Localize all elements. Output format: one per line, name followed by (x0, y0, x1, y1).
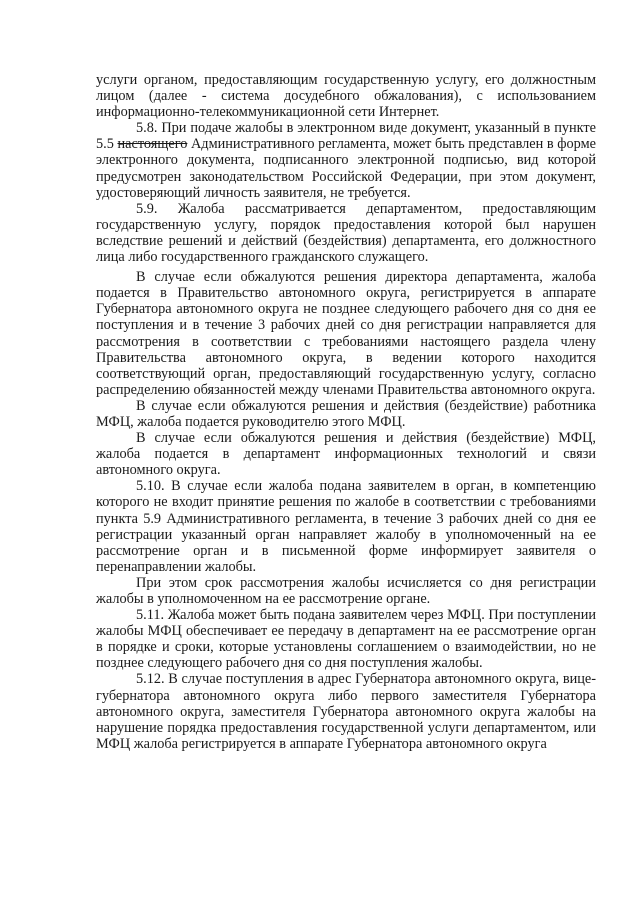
paragraph-text: В случае если обжалуются решения и действия (бездействие) работника МФЦ, жалоба подается руководителю этого МФЦ. (96, 397, 596, 430)
paragraph-review-term (96, 575, 596, 607)
paragraph-text: 5.10. В случае если жалоба подана заявителем в орган, в компетенцию которого не входит принятие решения по жалобе в соответствии с требованиями пункта 5.9 Административного регламента, в течение 3 рабочих дней со дня ее регистрации указанный орган направляет жалобу в уполномоченный на ее рассмотрение орган и в письменной форме информирует заявителя о перенаправлении жалобы. (96, 478, 596, 575)
paragraph-text: 5.11. Жалоба может быть подана заявителем через МФЦ. При поступлении жалобы МФЦ обеспечивает ее передачу в департамент на ее рассмотрение орган в порядке и сроки, которые установлены соглашением о взаимодействии, но не позднее следующего рабочего дня со дня поступления жалобы. (96, 607, 596, 672)
paragraph-mfc-appeal (96, 430, 596, 478)
paragraph-text-before: 5.8. При подаче жалобы в электронном виде документ, указанный в пункте 5.5 (96, 120, 596, 153)
struck-word: настоящего (117, 136, 188, 153)
paragraph-text: услуги органом, предоставляющим государственную услугу, его должностным лицом (далее - система досудебного обжалования), с использованием информационно-телекоммуникационной сети Интернет. (96, 72, 596, 121)
paragraph-5-12 (96, 671, 596, 751)
paragraph-5-10 (96, 478, 596, 575)
document-body (96, 72, 596, 752)
paragraph-director-appeal (96, 269, 596, 398)
paragraph-text: В случае если обжалуются решения директора департамента, жалоба подается в Правительство автономного округа, регистрируется в аппарате Губернатора автономного округа не позднее следующего рабочего дня со дня ее поступления и в течение 3 рабочих дней со дня регистрации направляется для рассмотрения в соответствии с требованиями настоящего раздела члену Правительства автономного округа, в ведении которого находится соответствующий орган, предоставляющий государственную услугу, согласно распределению обязанностей между членами Правительства автономного округа. (96, 269, 596, 398)
paragraph-text: 5.12. В случае поступления в адрес Губернатора автономного округа, вице-губернатора автономного округа либо первого заместителя Губернатора автономного округа, заместителя Губернатора автономного округа жалобы на нарушение порядка предоставления государственной услуги департаментом, или МФЦ жалоба регистрируется в аппарате Губернатора автономного округа (96, 671, 596, 752)
paragraph-5-11 (96, 607, 596, 671)
paragraph-text: При этом срок рассмотрения жалобы исчисляется со дня регистрации жалобы в уполномоченном на ее рассмотрение органе. (96, 574, 596, 607)
paragraph-text-after: Административного регламента, может быть представлен в форме электронного документа, подписанного электронной подписью, вид которой предусмотрен законодательством Российской Федерации, при этом документ, удостоверяющий личность заявителя, не требуется. (96, 136, 596, 201)
paragraph-5-9 (96, 201, 596, 265)
paragraph-5-8 (96, 120, 596, 200)
paragraph-continuation (96, 72, 596, 120)
paragraph-text: В случае если обжалуются решения и действия (бездействие) МФЦ, жалоба подается в департамент информационных технологий и связи автономного округа. (96, 430, 596, 479)
paragraph-mfc-worker-appeal (96, 398, 596, 430)
paragraph-text: 5.9. Жалоба рассматривается департаментом, предоставляющим государственную услугу, порядок предоставления которой был нарушен вследствие решений и действий (бездействия) департамента, его должностного лица либо государственного гражданского служащего. (96, 200, 596, 266)
